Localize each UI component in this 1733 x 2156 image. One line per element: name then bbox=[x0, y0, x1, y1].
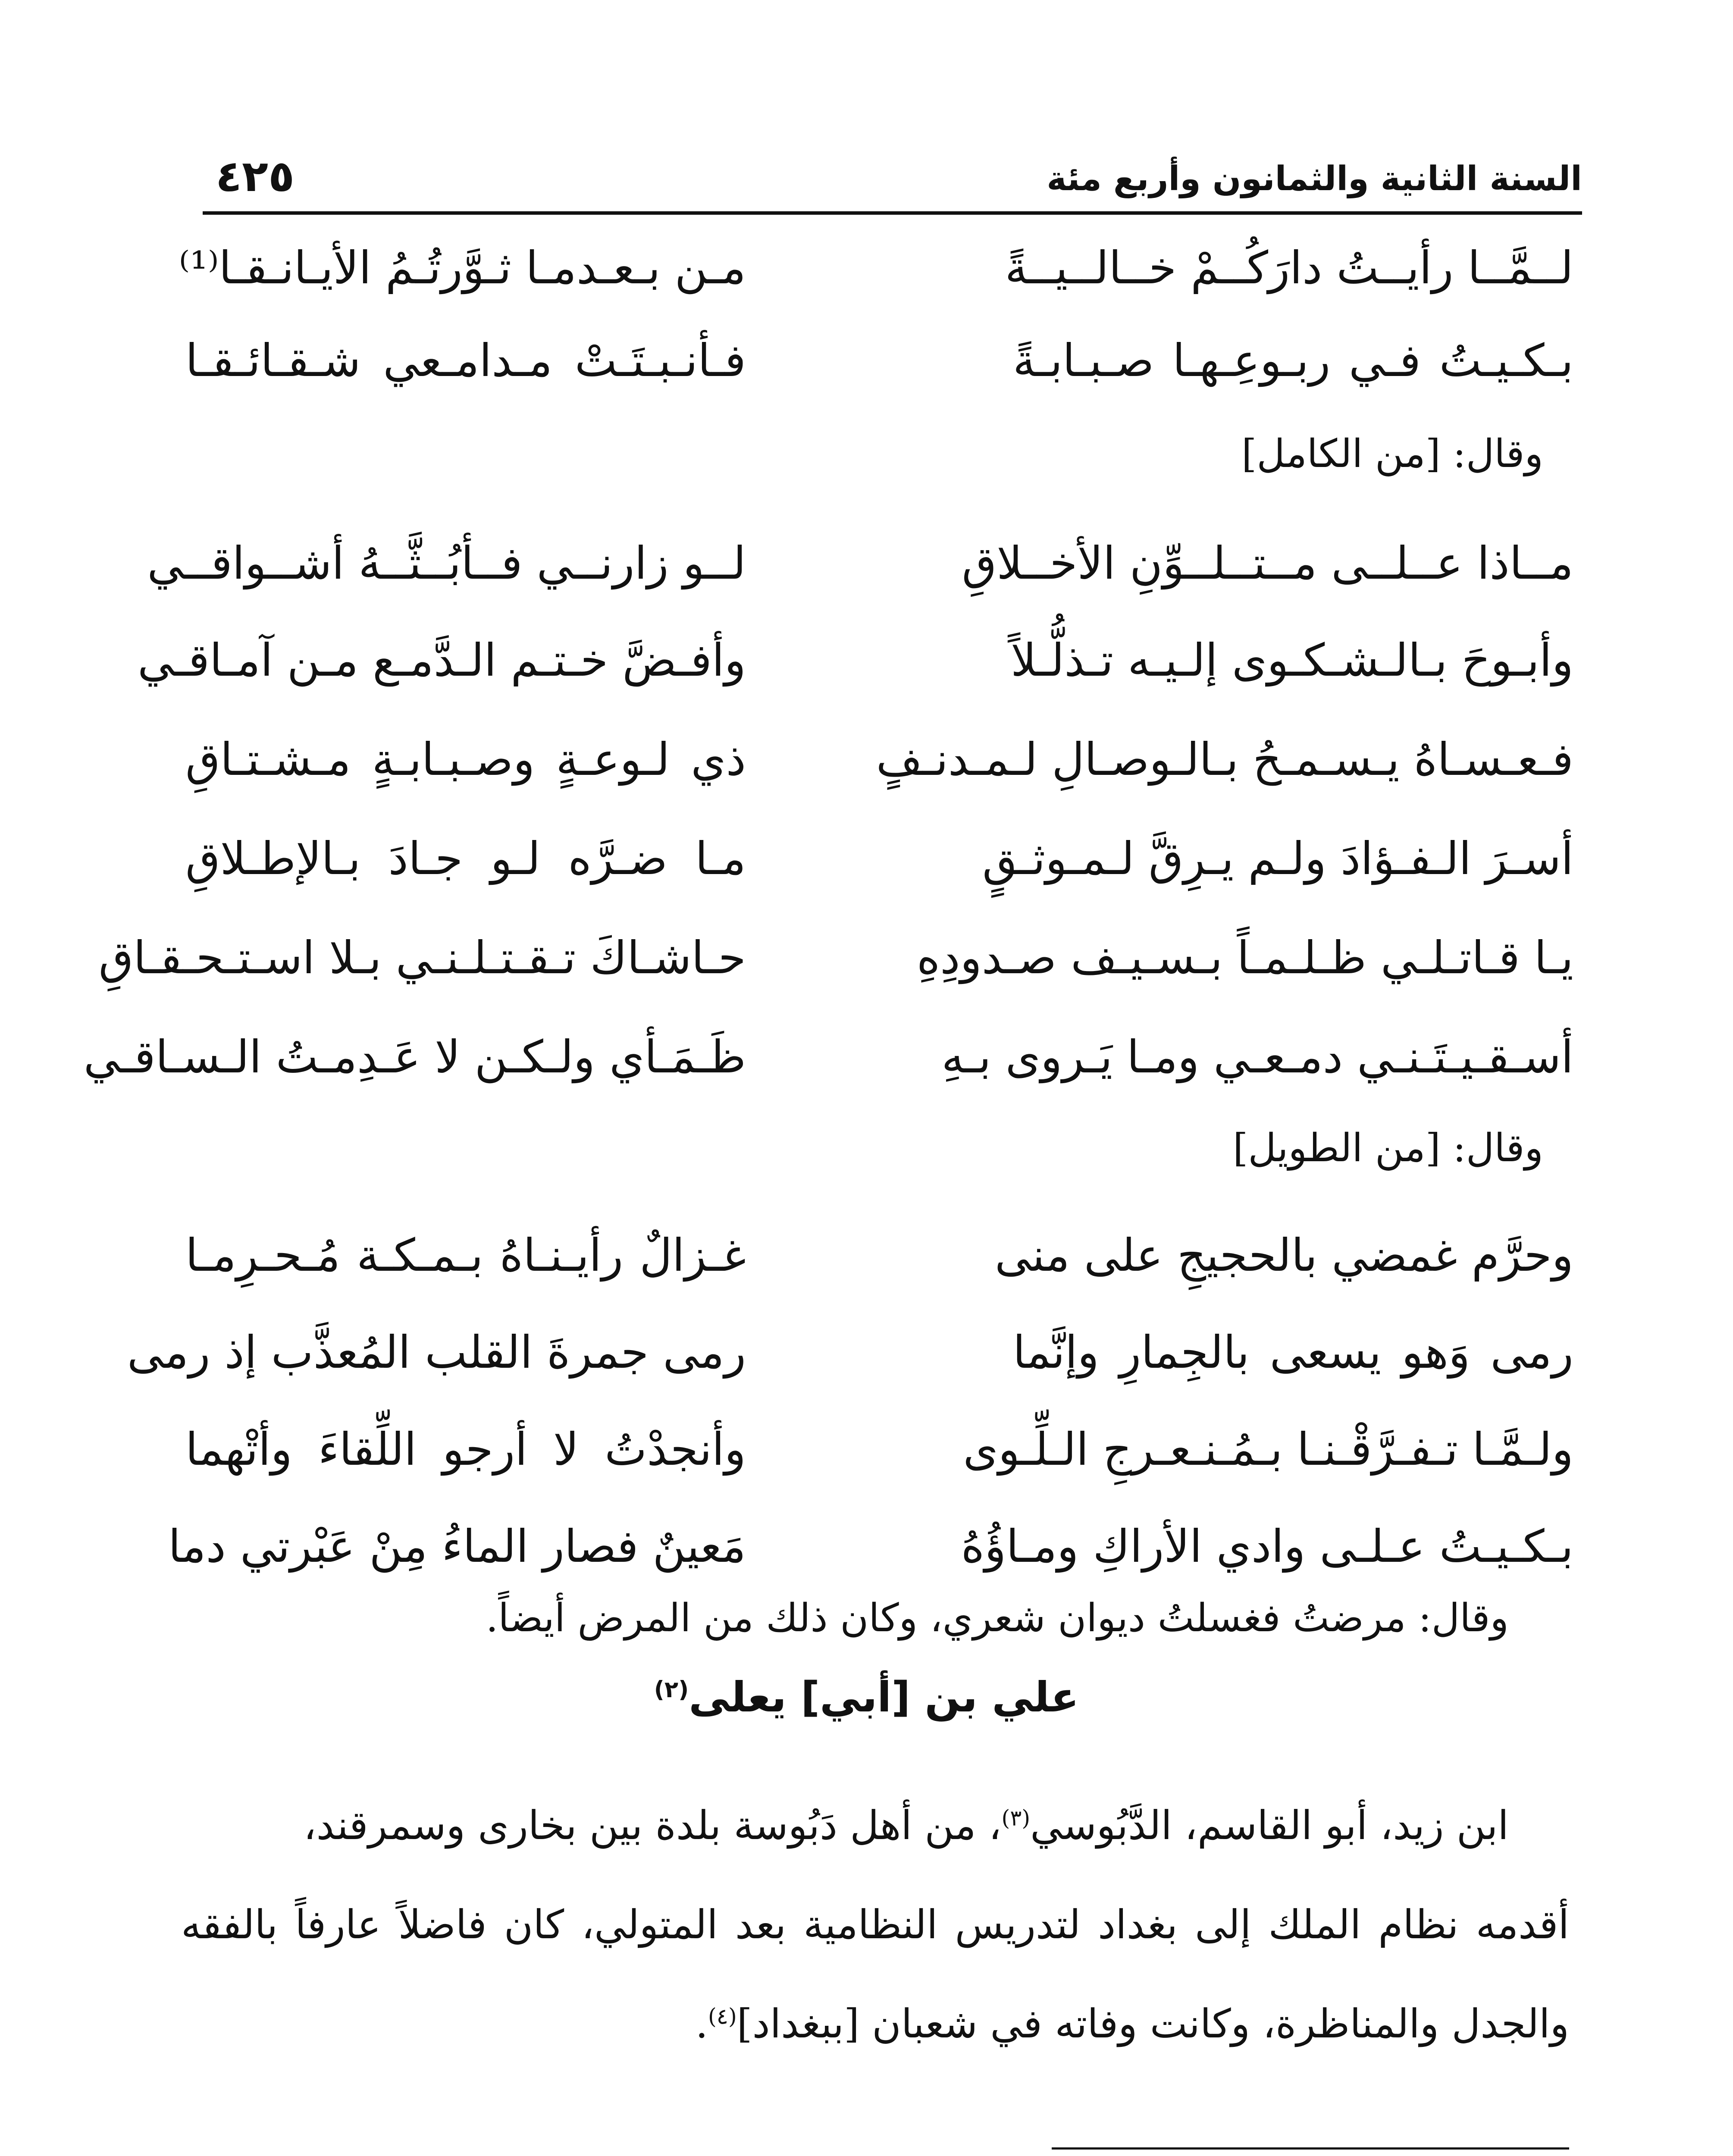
verse-first-hemistich: لــمَّــا رأيــتُ دارَكُــمْ خــالــيــةً bbox=[1005, 241, 1573, 294]
verse bbox=[147, 537, 1573, 623]
meter-label: وقال: [من الكامل] bbox=[1241, 431, 1543, 476]
biography-title bbox=[0, 1673, 1733, 1721]
footnote-ref: (٢) bbox=[654, 1677, 689, 1703]
meter-label: وقال: [من الطويل] bbox=[1233, 1125, 1543, 1171]
verse-first-hemistich: يـا قـاتـلـي ظـلـمـاً بـسـيـف صـدودِهِ bbox=[916, 931, 1573, 984]
verse-first-hemistich: وحرَّم غمضي بالحجيجِ على منى bbox=[995, 1229, 1573, 1282]
footnote-ref: (٣) bbox=[1001, 1805, 1031, 1831]
verse-second-hemistich: ظَـمَـأي ولـكـن لا عَـدِمـتُ الـسـاقـي bbox=[83, 1031, 746, 1083]
verse bbox=[138, 634, 1573, 720]
header-rule bbox=[203, 211, 1582, 215]
biography-text: أقدمه نظام الملك إلى بغداد لتدريس النظامية بعد المتولي، كان فاضلاً عارفاً بالفقه bbox=[181, 1902, 1569, 1948]
biography-line bbox=[181, 1802, 1509, 1849]
verse-second-hemistich: وأنجدْتُ لا أرجو اللِّقاءَ وأتْهما bbox=[185, 1423, 746, 1476]
verse bbox=[98, 931, 1573, 1018]
verse-second-hemistich: وأفـضَّ خـتـم الـدَّمـع مـن آمـاقـي bbox=[138, 634, 746, 686]
verse-first-hemistich: بـكـيـتُ عـلـى وادي الأراكِ ومـاؤُهُ bbox=[961, 1520, 1573, 1573]
page-number: ٤٢٥ bbox=[216, 151, 295, 201]
verse-second-hemistich: لــو زارنــي فــأبُــثَّــهُ أشــواقــي bbox=[147, 537, 746, 589]
verse-first-hemistich: رمى وَهو يسعى بالجِمارِ وإنَّما bbox=[1013, 1326, 1573, 1379]
verse bbox=[185, 1229, 1573, 1315]
verse bbox=[179, 241, 1573, 328]
verse-second-hemistich: ذي لـوعـةٍ وصـبـابـةٍ مـشـتـاقِ bbox=[185, 733, 746, 786]
biography-text: ابن زيد، أبو القاسم، الدَّبُوسي bbox=[1030, 1802, 1509, 1849]
verse-first-hemistich: بـكـيـتُ فـي ربـوعِـهـا صـبـابـةً bbox=[1013, 334, 1573, 387]
verse-first-hemistich: وأبـوحَ بـالـشـكـوى إلـيـه تـذلُّـلاً bbox=[1011, 634, 1573, 686]
verse bbox=[185, 832, 1573, 918]
verse-second-hemistich: غـزالٌ رأيـنـاهُ بـمـكـة مُـحـرِمـا bbox=[185, 1229, 746, 1282]
footnote-rule bbox=[1052, 2147, 1569, 2150]
biography-line bbox=[181, 2001, 1569, 2047]
biography-text: والجدل والمناظرة، وكانت وفاته في شعبان [ببغداد] bbox=[736, 2001, 1569, 2047]
verse-first-hemistich: ولـمَّـا تـفـرَّقْـنـا بـمُـنـعـرجِ الـلِّـوى bbox=[963, 1423, 1573, 1476]
verse bbox=[185, 733, 1573, 819]
verse bbox=[127, 1326, 1573, 1412]
page-header bbox=[203, 147, 1582, 211]
biography-line bbox=[181, 1902, 1569, 1948]
biography-name: علي بن [أبي] يعلى bbox=[689, 1673, 1079, 1721]
closing-note: وقال: مرضتُ فغسلتُ ديوان شعري، وكان ذلك من المرض أيضاً. bbox=[486, 1595, 1509, 1641]
verse-first-hemistich: مــاذا عــلــى مــتــلــوِّنِ الأخــلاقِ bbox=[962, 537, 1573, 589]
verse-first-hemistich: فـعـسـاهُ يـسـمـحُ بـالـوصـالِ لـمـدنـفٍ bbox=[876, 733, 1573, 786]
verse-first-hemistich: أسـقـيـتَـنـي دمـعـي ومـا يَـروى بـهِ bbox=[941, 1031, 1573, 1083]
verse bbox=[185, 334, 1573, 420]
biography-text-rest: ، من أهل دَبُوسة بلدة بين بخارى وسمرقند، bbox=[303, 1802, 1002, 1849]
verse-second-hemistich: مَعينٌ فصار الماءُ مِنْ عَبْرتي دما bbox=[168, 1520, 746, 1573]
footnote-ref: (٤) bbox=[708, 2003, 737, 2029]
verse-second-hemistich: مـن بـعـدمـا ثـوَّرتُـمُ الأيـانـقـا⁽¹⁾ bbox=[179, 241, 746, 294]
biography-text-rest: . bbox=[695, 2001, 708, 2047]
verse-second-hemistich: فـأنـبـتَـتْ مـدامـعي شـقـائـقـا bbox=[185, 334, 746, 387]
verse-second-hemistich: رمى جمرةَ القلب المُعذَّب إذ رمى bbox=[127, 1326, 746, 1379]
verse bbox=[185, 1423, 1573, 1509]
running-title: السنة الثانية والثمانون وأربع مئة bbox=[1047, 160, 1582, 198]
verse-second-hemistich: حـاشـاكَ تـقـتـلـنـي بـلا اسـتـحـقـاقِ bbox=[98, 931, 746, 984]
verse-second-hemistich: مـا ضـرَّه لـو جـادَ بـالإطـلاقِ bbox=[185, 832, 746, 885]
verse bbox=[83, 1031, 1573, 1117]
verse bbox=[168, 1520, 1573, 1606]
verse-first-hemistich: أسـرَ الـفـؤادَ ولـم يـرِقَّ لـمـوثـقٍ bbox=[982, 832, 1573, 885]
